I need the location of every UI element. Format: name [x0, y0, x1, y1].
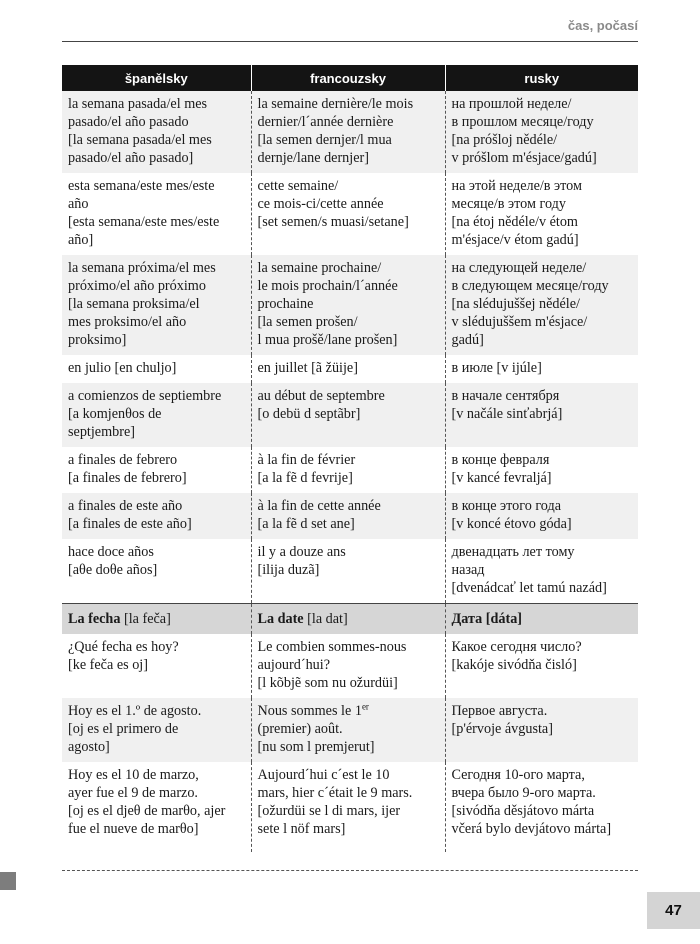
- cell-line: ce mois-ci/cette année: [257, 196, 384, 212]
- cell-line: septjembre]: [68, 424, 135, 440]
- russian-cell: [445, 383, 638, 447]
- russian-cell: [445, 447, 638, 493]
- cell-line: la semana próxima/el mes: [68, 260, 216, 276]
- spanish-cell: [62, 255, 251, 355]
- cell-line: Какое сегодня число?: [451, 639, 582, 655]
- section-title-spanish: La fecha: [68, 611, 121, 627]
- cell-line: месяце/в этом году: [451, 196, 566, 212]
- cell-line: pasado/el año pasado: [68, 114, 189, 130]
- cell-line: a finales de febrero: [68, 452, 178, 468]
- spanish-cell: [62, 355, 251, 383]
- cell-line: [v načále sinťabrjá]: [451, 406, 563, 422]
- cell-line: [la semen dernjer/l mua: [257, 132, 392, 148]
- table-row: [62, 173, 638, 255]
- ordinal-superscript: er: [361, 701, 369, 712]
- russian-cell: [445, 173, 638, 255]
- cell-line: gadú]: [451, 332, 484, 348]
- header-rule: [62, 41, 638, 42]
- cell-line: [258, 702, 439, 720]
- column-header-russian: rusky: [445, 65, 638, 91]
- cell-line: mes proksimo/el año: [68, 314, 187, 330]
- section-row-date: [62, 604, 638, 635]
- spanish-cell: [62, 762, 251, 852]
- cell-line: [o debü d septãbr]: [257, 406, 361, 422]
- cell-line: Aujourd´hui c´est le 10: [257, 767, 390, 783]
- cell-line: cette semaine/: [257, 178, 339, 194]
- cell-line: sete l nöf mars]: [257, 821, 346, 837]
- cell-line: prochaine: [257, 296, 314, 312]
- cell-line: в прошлом месяце/году: [451, 114, 594, 130]
- cell-line: [kakóje sivódňa čisló]: [451, 657, 577, 673]
- cell-line: [na próšloj nědéle/: [451, 132, 558, 148]
- russian-cell: [445, 539, 638, 604]
- cell-line: v próšlom m'ésjace/gadú]: [451, 150, 597, 166]
- table-row: [62, 698, 638, 762]
- cell-line: в конце февраля: [451, 452, 550, 468]
- cell-line: на следующей неделе/: [451, 260, 587, 276]
- section-cell-spanish: [62, 604, 251, 635]
- table-body-time-phrases: [62, 91, 638, 604]
- running-head: čas, počasí: [567, 18, 638, 33]
- cell-line: próximo/el año próximo: [68, 278, 206, 294]
- column-header-spanish: španělsky: [62, 65, 251, 91]
- section-pron-spanish: [la feča]: [123, 611, 171, 627]
- table-section-date: [62, 604, 638, 635]
- spanish-cell: [62, 493, 251, 539]
- cell-line: v slédujuššem m'ésjace/: [451, 314, 588, 330]
- russian-cell: [445, 91, 638, 173]
- table-bottom-rule: [62, 870, 638, 871]
- cell-line: [l kõbjẽ som nu ožurdüi]: [257, 675, 398, 691]
- spanish-cell: [62, 383, 251, 447]
- russian-cell: [445, 493, 638, 539]
- cell-line: [ilija duzã]: [257, 562, 320, 578]
- cell-line: en julio [en chuljo]: [68, 360, 177, 376]
- spanish-cell: [62, 173, 251, 255]
- table-row: [62, 383, 638, 447]
- cell-line: l mua prošě/lane prošen]: [257, 332, 398, 348]
- table-row: [62, 447, 638, 493]
- cell-line: [a la fẽ d fevrije]: [257, 470, 353, 486]
- table-row: [62, 355, 638, 383]
- cell-text: Nous sommes le 1: [257, 703, 362, 719]
- cell-line: [aθe doθe años]: [68, 562, 158, 578]
- cell-line: Сегодня 10-ого марта,: [451, 767, 585, 783]
- french-cell: [251, 634, 445, 698]
- cell-line: včerá bylo devjátovo márta]: [451, 821, 612, 837]
- cell-line: año: [68, 196, 89, 212]
- section-pron-russian: [dáta]: [485, 611, 523, 627]
- section-pron-french: [la dat]: [307, 611, 348, 627]
- cell-line: dernier/l´année dernière: [257, 114, 394, 130]
- cell-line: [oj es el primero de: [68, 721, 179, 737]
- cell-line: mars, hier c´était le 9 mars.: [257, 785, 413, 801]
- russian-cell: [445, 255, 638, 355]
- section-title-french: La date: [257, 611, 304, 627]
- french-cell: [251, 173, 445, 255]
- section-title-russian: Дата: [451, 611, 483, 627]
- section-cell-russian: [445, 604, 638, 635]
- spanish-cell: [62, 91, 251, 173]
- cell-line: [ožurdüi se l di mars, ijer: [257, 803, 401, 819]
- cell-line: [oj es el djeθ de marθo, ajer: [68, 803, 226, 819]
- cell-line: à la fin de février: [257, 452, 356, 468]
- phrase-table: [62, 65, 638, 852]
- french-cell: [251, 355, 445, 383]
- table-row: [62, 539, 638, 604]
- cell-line: [sivódňa děsjátovo márta: [451, 803, 595, 819]
- cell-line: [v koncé étovo góda]: [451, 516, 572, 532]
- russian-cell: [445, 634, 638, 698]
- cell-line: [a la fẽ d set ane]: [257, 516, 355, 532]
- french-cell: [251, 447, 445, 493]
- french-cell: [251, 762, 445, 852]
- thumb-index-tab: [0, 872, 16, 890]
- cell-line: [nu som l premjerut]: [257, 739, 375, 755]
- table-row: [62, 255, 638, 355]
- cell-line: pasado/el año pasado]: [68, 150, 194, 166]
- french-cell: [251, 255, 445, 355]
- cell-line: [a komjenθos de: [68, 406, 162, 422]
- column-header-french: francouzsky: [251, 65, 445, 91]
- cell-line: la semaine prochaine/: [257, 260, 382, 276]
- cell-line: a comienzos de septiembre: [68, 388, 222, 404]
- page-number: 47: [647, 892, 700, 929]
- cell-line: двенадцать лет тому: [451, 544, 575, 560]
- cell-line: на этой неделе/в этом: [451, 178, 582, 194]
- cell-line: a finales de este año: [68, 498, 183, 514]
- cell-line: Первое августа.: [451, 703, 548, 719]
- cell-line: [a finales de febrero]: [68, 470, 187, 486]
- french-cell: [251, 539, 445, 604]
- cell-line: (premier) août.: [257, 721, 343, 737]
- russian-cell: [445, 762, 638, 852]
- table-row: [62, 634, 638, 698]
- cell-line: [la semana proksima/el: [68, 296, 200, 312]
- french-cell: [251, 91, 445, 173]
- french-cell: [251, 493, 445, 539]
- cell-line: [esta semana/este mes/este: [68, 214, 220, 230]
- cell-line: [v kancé fevraljá]: [451, 470, 552, 486]
- cell-line: назад: [451, 562, 485, 578]
- cell-line: il y a douze ans: [257, 544, 346, 560]
- cell-line: [p'érvoje ávgusta]: [451, 721, 553, 737]
- cell-line: [na slédujuššej nědéle/: [451, 296, 580, 312]
- russian-cell: [445, 355, 638, 383]
- cell-line: fue el nueve de marθo]: [68, 821, 199, 837]
- cell-line: [na étoj nědéle/v étom: [451, 214, 578, 230]
- russian-cell: [445, 698, 638, 762]
- cell-line: ayer fue el 9 de marzo.: [68, 785, 198, 801]
- cell-line: на прошлой неделе/: [451, 96, 572, 112]
- cell-line: [dvenádcať let tamú nazád]: [451, 580, 607, 596]
- cell-line: в июле [v ijúle]: [451, 360, 542, 376]
- cell-line: aujourd´hui?: [257, 657, 330, 673]
- french-cell: [251, 698, 445, 762]
- cell-line: dernje/lane dernjer]: [257, 150, 369, 166]
- cell-line: m'ésjace/v étom gadú]: [451, 232, 579, 248]
- cell-line: hace doce años: [68, 544, 154, 560]
- cell-line: esta semana/este mes/este: [68, 178, 215, 194]
- table-row: [62, 762, 638, 852]
- cell-line: en juillet [ã žüije]: [257, 360, 358, 376]
- spanish-cell: [62, 539, 251, 604]
- cell-line: año]: [68, 232, 94, 248]
- spanish-cell: [62, 698, 251, 762]
- cell-line: Le combien sommes-nous: [257, 639, 407, 655]
- cell-line: agosto]: [68, 739, 110, 755]
- cell-line: [la semana pasada/el mes: [68, 132, 212, 148]
- cell-line: la semana pasada/el mes: [68, 96, 208, 112]
- section-cell-french: [251, 604, 445, 635]
- cell-line: ¿Qué fecha es hoy?: [68, 639, 179, 655]
- spanish-cell: [62, 634, 251, 698]
- cell-line: в следующем месяце/году: [451, 278, 609, 294]
- spanish-cell: [62, 447, 251, 493]
- table-header-row: [62, 65, 638, 91]
- cell-line: Hoy es el 1.º de agosto.: [68, 703, 202, 719]
- cell-line: в конце этого года: [451, 498, 562, 514]
- cell-line: [la semen prošen/: [257, 314, 358, 330]
- cell-line: вчера было 9-ого марта.: [451, 785, 596, 801]
- cell-line: Hoy es el 10 de marzo,: [68, 767, 199, 783]
- table-row: [62, 91, 638, 173]
- cell-line: à la fin de cette année: [257, 498, 381, 514]
- table-row: [62, 493, 638, 539]
- cell-line: la semaine dernière/le mois: [257, 96, 414, 112]
- cell-line: [set semen/s muasi/setane]: [257, 214, 409, 230]
- cell-line: le mois prochain/l´année: [257, 278, 398, 294]
- cell-line: в начале сентября: [451, 388, 560, 404]
- cell-line: au début de septembre: [257, 388, 385, 404]
- cell-line: [ke feča es oj]: [68, 657, 148, 673]
- cell-line: [a finales de este año]: [68, 516, 192, 532]
- cell-line: proksimo]: [68, 332, 127, 348]
- french-cell: [251, 383, 445, 447]
- table-body-date-phrases: [62, 634, 638, 852]
